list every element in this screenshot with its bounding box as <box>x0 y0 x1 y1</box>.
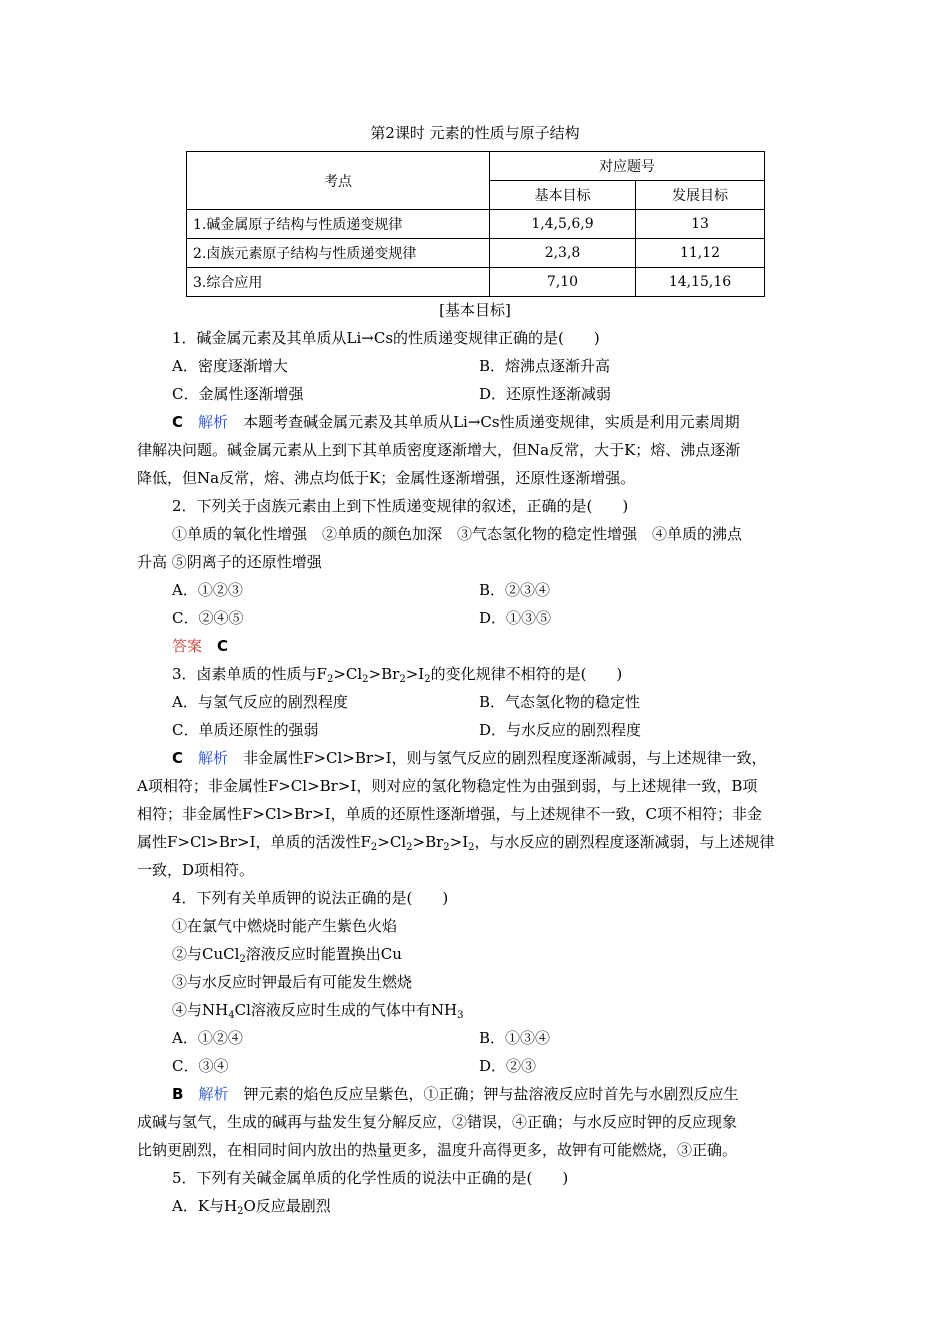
question-3-stem: 3．卤素单质的性质与$F_2>Cl_2>Br_2>I_2$的变化规律不相符的是( ) <box>172 665 623 685</box>
q4-i2-post: 溶液反应时能置换出Cu <box>245 945 402 963</box>
q4-answer: B <box>172 1085 184 1103</box>
header-fazhan: 发展目标 <box>636 181 765 210</box>
topic-cell: 1.碱金属原子结构与性质递变规律 <box>187 210 490 239</box>
q3-option-d: D．与水反应的剧烈程度 <box>479 721 642 739</box>
q2-answer-label: 答案 <box>172 637 203 655</box>
table-row <box>187 268 765 297</box>
q3-stem-post: 的变化规律不相符的是( ) <box>430 665 623 683</box>
lesson-title: 第2课时 元素的性质与原子结构 <box>370 124 580 142</box>
q5-a-pre: A．K与H <box>172 1197 238 1215</box>
q4-analysis-tag: 解析 <box>198 1085 229 1103</box>
q4-i4-pre: ④与NH <box>172 1001 229 1019</box>
q1-option-b: B．熔沸点逐渐升高 <box>479 357 611 375</box>
q4-item-1: ①在氯气中燃烧时能产生紫色火焰 <box>172 917 398 935</box>
q4-item-3: ③与水反应时钾最后有可能发生燃烧 <box>172 973 413 991</box>
q3-option-c: C．单质还原性的强弱 <box>172 721 319 739</box>
q4-option-a: A．①②④ <box>172 1029 243 1047</box>
q1-option-a: A．密度逐渐增大 <box>172 357 288 375</box>
q4-i4-post: Cl溶液反应时生成的气体中有NH <box>234 1001 458 1019</box>
q2-answer: C <box>217 637 229 655</box>
q1-answer: C <box>172 413 184 431</box>
section-heading: [基本目标] <box>439 301 511 319</box>
q3-explanation-line: 相符；非金属性F>Cl>Br>I，单质的还原性逐渐增强，与上述规律不一致，C项不相符；非金 <box>137 805 762 823</box>
q4-explanation-line <box>172 1084 739 1104</box>
table-row <box>187 210 765 239</box>
q4-item-2: ②与CuCl$_2$溶液反应时能置换出Cu <box>172 945 402 965</box>
q2-option-c: C．②④⑤ <box>172 609 244 627</box>
q3-exp-text: 非金属性F>Cl>Br>I，则与氢气反应的剧烈程度逐渐减弱，与上述规律一致， <box>243 749 767 767</box>
dev-cell: 14,15,16 <box>636 268 765 297</box>
q2-option-b: B．②③④ <box>479 581 551 599</box>
dev-cell: 11,12 <box>636 239 765 268</box>
q3-option-a: A．与氢气反应的剧烈程度 <box>172 693 348 711</box>
q5-option-a: A．K与$H_2O$反应最剧烈 <box>172 1197 331 1217</box>
q3-explanation-line: 属性F>Cl>Br>I，单质的活泼性$F_2>Cl_2>Br_2>I_2$，与水反应的剧烈程度逐渐减弱，与上述规律 <box>137 833 775 853</box>
q3-explanation-line: A项相符；非金属性F>Cl>Br>I，则对应的氢化物稳定性为由强到弱，与上述规律一致，B项 <box>137 777 758 795</box>
q3-explanation-line <box>172 748 767 768</box>
q1-explanation-line: 律解决问题。碱金属元素从上到下其单质密度逐渐增大，但Na反常，大于K；熔、沸点逐渐 <box>137 441 741 459</box>
q3-analysis-tag: 解析 <box>198 749 229 767</box>
q2-items-line: ①单质的氧化性增强 ②单质的颜色加深 ③气态氢化物的稳定性增强 ④单质的沸点 <box>172 525 743 543</box>
q4-explanation-line: 成碱与氢气，生成的碱再与盐发生复分解反应，②错误，④正确；与水反应时钾的反应现象 <box>137 1113 738 1131</box>
q3-answer: C <box>172 749 184 767</box>
q4-i2-pre: ②与CuCl <box>172 945 240 963</box>
q1-option-d: D．还原性逐渐减弱 <box>479 385 612 403</box>
basic-cell: 7,10 <box>490 268 636 297</box>
q2-answer-line <box>172 636 228 656</box>
q2-items-line: 升高 ⑤阴离子的还原性增强 <box>137 553 322 571</box>
q4-item-4: ④与$NH_4Cl$溶液反应时生成的气体中有$NH_3$ <box>172 1001 464 1021</box>
q4-option-b: B．①③④ <box>479 1029 551 1047</box>
q4-exp-text: 钾元素的焰色反应呈紫色，①正确；钾与盐溶液反应时首先与水剧烈反应生 <box>243 1085 739 1103</box>
question-1-stem: 1．碱金属元素及其单质从Li→Cs的性质递变规律正确的是( ) <box>172 329 600 347</box>
q3-option-b: B．气态氢化物的稳定性 <box>479 693 641 711</box>
question-4-stem: 4．下列有关单质钾的说法正确的是( ) <box>172 889 449 907</box>
q4-option-c: C．③④ <box>172 1057 229 1075</box>
q4-option-d: D．②③ <box>479 1057 537 1075</box>
q1-exp-text: 本题考查碱金属元素及其单质从Li→Cs性质递变规律，实质是利用元素周期 <box>243 413 740 431</box>
q1-option-c: C．金属性逐渐增强 <box>172 385 304 403</box>
q2-option-a: A．①②③ <box>172 581 243 599</box>
topic-cell: 2.卤族元素原子结构与性质递变规律 <box>187 239 490 268</box>
question-5-stem: 5．下列有关碱金属单质的化学性质的说法中正确的是( ) <box>172 1169 569 1187</box>
header-jiben: 基本目标 <box>490 181 636 210</box>
topic-cell: 3.综合应用 <box>187 268 490 297</box>
basic-cell: 2,3,8 <box>490 239 636 268</box>
q1-explanation-line <box>172 412 740 432</box>
q5-a-post: O反应最剧烈 <box>243 1197 331 1215</box>
dev-cell: 13 <box>636 210 765 239</box>
table-row <box>187 239 765 268</box>
header-kaodian: 考点 <box>187 152 490 210</box>
header-duiying: 对应题号 <box>490 152 765 181</box>
question-2-stem: 2．下列关于卤族元素由上到下性质递变规律的叙述，正确的是( ) <box>172 497 629 515</box>
syllabus-table <box>186 151 765 297</box>
q1-analysis-tag: 解析 <box>198 413 229 431</box>
q3-stem-pre: 3．卤素单质的性质与F <box>172 665 327 683</box>
q2-option-d: D．①③⑤ <box>479 609 552 627</box>
q3-explanation-line: 一致，D项相符。 <box>137 861 255 879</box>
q1-explanation-line: 降低，但Na反常，熔、沸点均低于K；金属性逐渐增强，还原性逐渐增强。 <box>137 469 636 487</box>
q3-exp4-pre: 属性F>Cl>Br>I，单质的活泼性F <box>137 833 371 851</box>
q3-exp4-post: ，与水反应的剧烈程度逐渐减弱，与上述规律 <box>474 833 775 851</box>
basic-cell: 1,4,5,6,9 <box>490 210 636 239</box>
q4-explanation-line: 比钠更剧烈，在相同时间内放出的热量更多，温度升高得更多，故钾有可能燃烧，③正确。 <box>137 1141 738 1159</box>
